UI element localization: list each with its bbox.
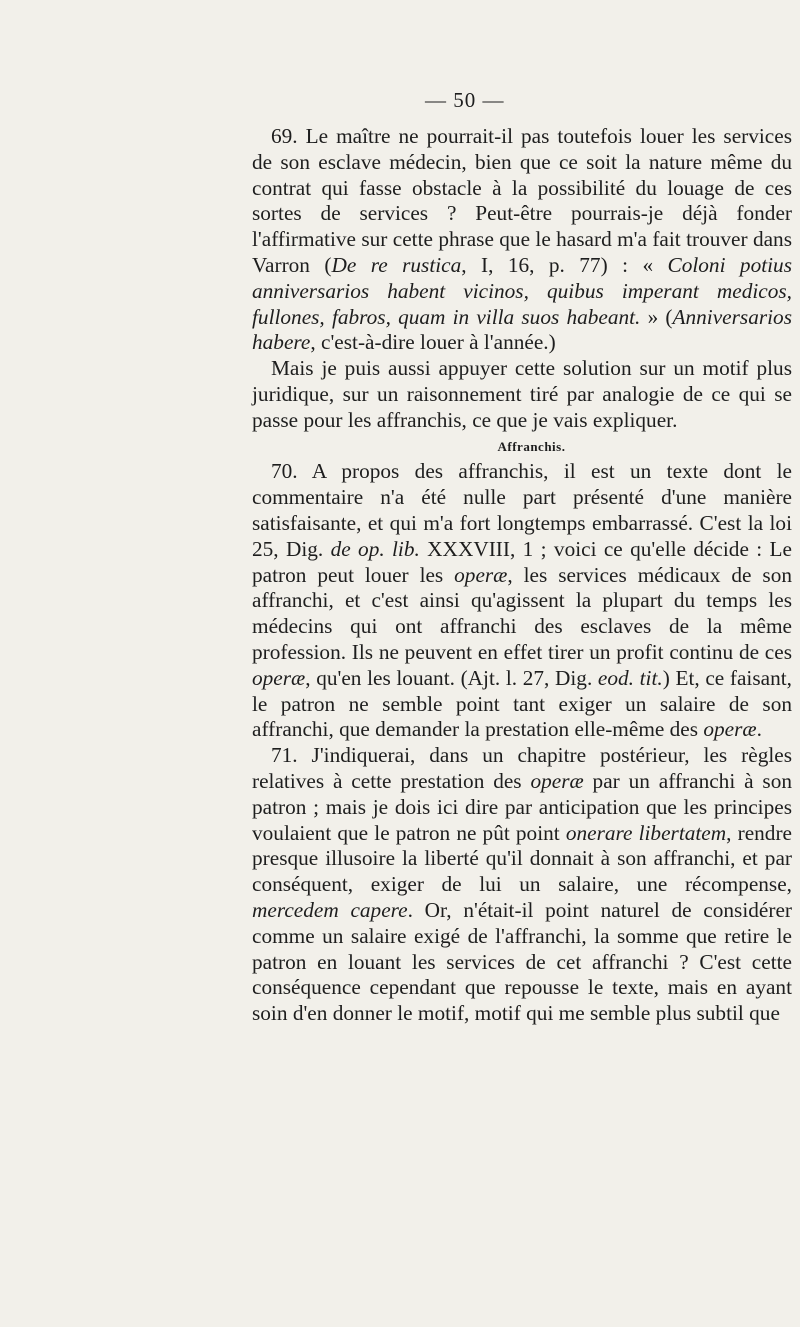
latin-term: onerare libertatem: [565, 820, 727, 845]
section-heading: Affranchis.: [497, 438, 566, 454]
text-run: ) Et, ce faisant, le patron ne semble point tant exiger un salaire de son affranchi, que demander la prestation elle-même des: [252, 665, 792, 742]
latin-term: operæ: [530, 768, 584, 793]
paragraph-69: [252, 124, 792, 356]
latin-term: operæ: [454, 562, 508, 587]
latin-term: mercedem capere: [252, 897, 408, 922]
paragraph-69-continued: Mais je puis aussi appuyer cette solution sur un motif plus juridique, sur un raisonnement tiré par analogie de ce qui se passe pour les affranchis, ce que je vais expliquer.: [252, 356, 792, 432]
text-run: , I, 16, p. 77) : «: [461, 252, 668, 277]
italic-citation: de op. lib.: [330, 536, 420, 561]
paragraph-70: [252, 459, 792, 743]
text-run: XXXVIII, 1 ; voici ce qu'elle décide : Le patron peut louer les: [252, 536, 792, 587]
text-run: . Or, n'était-il point naturel de considérer comme un salaire exigé de l'affranchi, la somme que retire le patron en louant les services de cet affranchi ? C'est cette conséquence cependant que repousse le texte, mais en ayant soin d'en donner le motif, motif qui me semble plus subtil que: [252, 897, 793, 1026]
text-run: , rendre presque illusoire la liberté qu'il donnait à son affranchi, et par conséquent, exiger de lui un salaire, une récompense,: [252, 820, 792, 897]
latin-term: Anniversarios habere: [252, 304, 792, 355]
latin-quote: Coloni potius anniversarios habent vicinos, quibus imperant medicos, fullones, fabros, quam in villa suos habeant.: [252, 252, 792, 329]
text-run: , les services médicaux de son affranchi, et c'est ainsi qu'agissent la plupart du temps les médecins qui ont affranchi des esclaves de la même profession. Ils ne peuvent en effet tirer un profit continu de ces: [252, 562, 792, 664]
text-run: , qu'en les louant. (Ajt. l. 27, Dig.: [305, 665, 598, 690]
latin-term: operæ: [252, 665, 306, 690]
page-number: — 50 —: [425, 88, 505, 112]
text-run: 69. Le maître ne pourrait-il pas toutefois louer les services de son esclave médecin, bien que ce soit la nature même du contrat qui fasse obstacle à la possibilité du louage de ces sortes de services ? Peut-être pourrais-je déjà fonder l'affirmative sur cette phrase que le hasard m'a fait trouver dans Varron (: [252, 124, 792, 277]
text-run: » (: [640, 304, 673, 329]
latin-term: operæ: [703, 717, 757, 742]
text-run: .: [756, 717, 762, 742]
text-run: 71. J'indiquerai, dans un chapitre postérieur, les règles relatives à cette prestation des: [252, 743, 792, 793]
text-run: , c'est-à-dire louer à l'année.): [310, 330, 556, 355]
body-text: [252, 124, 792, 1027]
italic-citation: De re rustica: [331, 252, 462, 277]
italic-citation: eod. tit.: [597, 665, 663, 690]
paragraph-71: [252, 743, 792, 1027]
text-run: par un affranchi à son patron ; mais je dois ici dire par anticipation que les principes voulaient que le patron ne pût point: [252, 768, 792, 845]
text-run: 70. A propos des affranchis, il est un texte dont le commentaire n'a été nulle part présenté d'une manière satisfaisante, et qui m'a fort longtemps embarrassé. C'est la loi 25, Dig.: [252, 459, 792, 561]
